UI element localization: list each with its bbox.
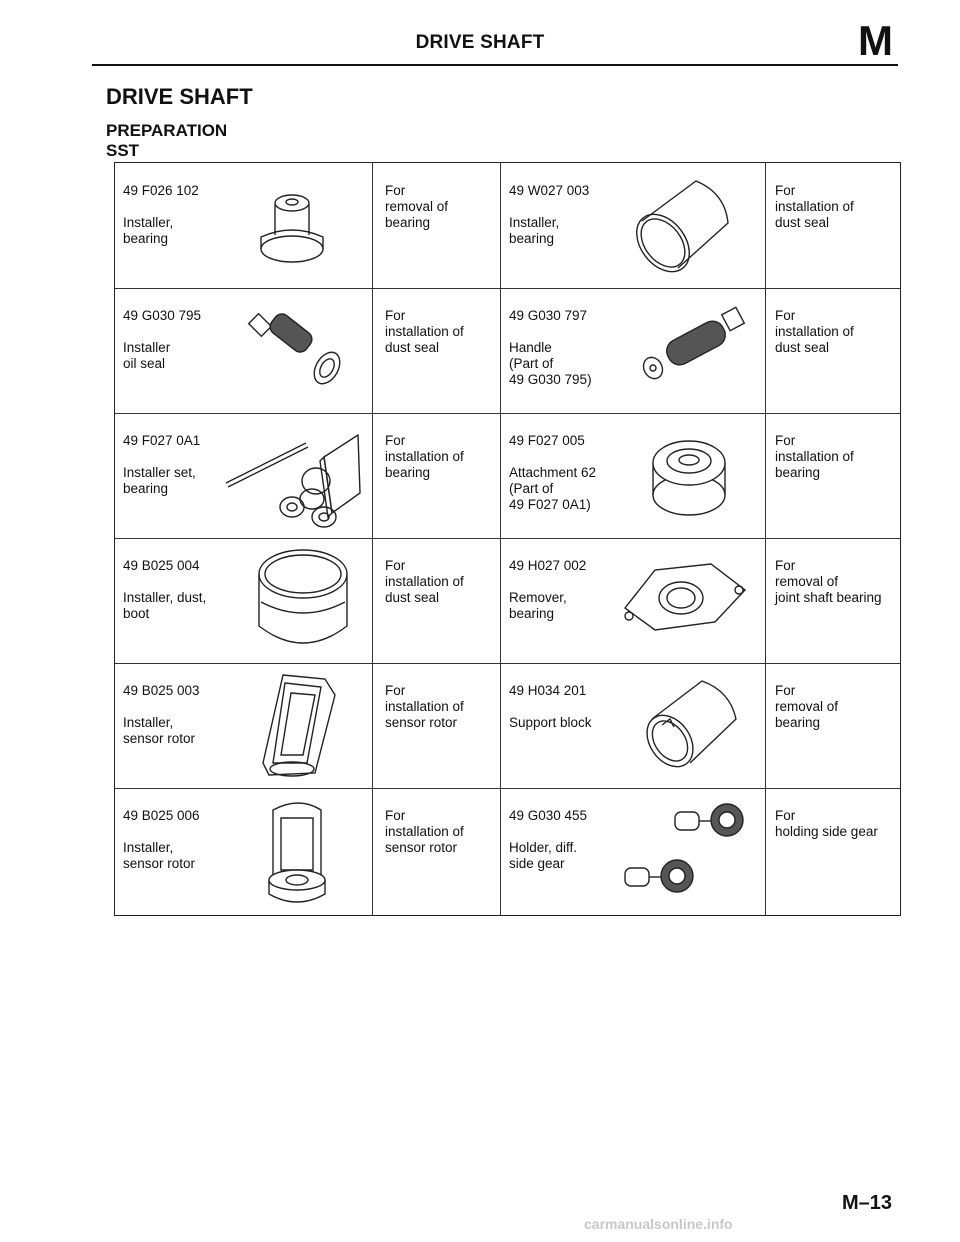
- tool-name-line: Installer,: [123, 840, 174, 855]
- table-row: [115, 788, 900, 913]
- tool-number: 49 B025 004: [123, 558, 200, 573]
- section-letter: M: [858, 17, 893, 64]
- use-cell: For installation of dust seal: [385, 558, 464, 605]
- tool-name-line: (Part of: [509, 356, 554, 371]
- tool-name-line: bearing: [509, 231, 555, 246]
- tool-name-line: boot: [123, 606, 150, 621]
- use-cell: For installation of bearing: [775, 433, 854, 480]
- tool-name-line: bearing: [123, 231, 169, 246]
- attachment-icon: [645, 429, 735, 525]
- tool-number: 49 G030 795: [123, 308, 202, 323]
- tool-name-line: bearing: [509, 606, 555, 621]
- table-row: [115, 413, 900, 539]
- tool-name-line: (Part of: [509, 481, 554, 496]
- use-cell: For removal of bearing: [775, 683, 839, 730]
- tool-cell: [123, 683, 200, 747]
- tool-name-line: Installer set,: [123, 465, 196, 480]
- sst-table: [114, 162, 901, 916]
- tool-cell: [123, 558, 206, 622]
- tool-name-line: Handle: [509, 340, 552, 355]
- use-cell: For installation of sensor rotor: [385, 808, 464, 855]
- tool-number: 49 H034 201: [509, 683, 587, 698]
- use-cell: For holding side gear: [775, 808, 878, 839]
- tool-cell: [509, 183, 589, 247]
- tool-number: 49 F026 102: [123, 183, 199, 198]
- tool-cell: [123, 433, 200, 497]
- use-cell: For installation of dust seal: [775, 183, 854, 230]
- use-cell: For installation of sensor rotor: [385, 683, 464, 730]
- table-row: [115, 663, 900, 789]
- installer-set-icon: [220, 421, 368, 533]
- use-cell: For installation of bearing: [385, 433, 464, 480]
- handle-icon: [635, 302, 760, 392]
- table-row: [115, 538, 900, 664]
- tool-name-line: Support block: [509, 715, 592, 730]
- tool-cell: [123, 308, 201, 372]
- side-gear-holder-icon: [615, 796, 755, 906]
- tool-number: 49 G030 797: [509, 308, 588, 323]
- section-title: DRIVE SHAFT: [106, 84, 253, 109]
- tool-name-line: bearing: [123, 481, 169, 496]
- tool-cell: [509, 308, 592, 388]
- sensor-rotor-installer-2-icon: [265, 800, 335, 908]
- tool-name-line: 49 G030 795): [509, 372, 592, 387]
- use-cell: For installation of dust seal: [775, 308, 854, 355]
- section-subsubtitle: SST: [106, 141, 140, 160]
- tool-name-line: 49 F027 0A1): [509, 497, 591, 512]
- tool-name-line: oil seal: [123, 356, 166, 371]
- use-cell: For removal of bearing: [385, 183, 449, 230]
- support-block-icon: [640, 673, 745, 777]
- section-subtitle: PREPARATION: [106, 121, 228, 140]
- table-row: [115, 163, 900, 289]
- use-cell: For installation of dust seal: [385, 308, 464, 355]
- tool-cell: [123, 808, 200, 872]
- tool-name-line: Installer: [123, 340, 171, 355]
- tool-name-line: sensor rotor: [123, 856, 196, 871]
- tool-name-line: Holder, diff.: [509, 840, 578, 855]
- tool-name-line: Installer,: [123, 215, 174, 230]
- tool-number: 49 F027 005: [509, 433, 585, 448]
- tool-name-line: Installer,: [123, 715, 174, 730]
- tool-cell: [509, 558, 586, 622]
- tool-cell: [509, 808, 587, 872]
- table-row: [115, 288, 900, 414]
- tool-cell: [123, 183, 199, 247]
- tool-number: 49 W027 003: [509, 183, 590, 198]
- tool-name-line: side gear: [509, 856, 565, 871]
- bearing-installer-icon: [255, 179, 345, 269]
- page-number: M–13: [842, 1192, 893, 1214]
- tool-name-line: Installer, dust,: [123, 590, 207, 605]
- tool-name-line: sensor rotor: [123, 731, 196, 746]
- sensor-rotor-installer-icon: [255, 671, 345, 783]
- use-cell: For removal of joint shaft bearing: [775, 558, 882, 605]
- tool-cell: [509, 433, 596, 513]
- tool-number: 49 B025 003: [123, 683, 200, 698]
- header-rule: [92, 64, 898, 66]
- boot-installer-icon: [253, 544, 353, 656]
- tool-number: 49 H027 002: [509, 558, 587, 573]
- header-title: DRIVE SHAFT: [415, 32, 545, 53]
- cylinder-installer-icon: [630, 173, 740, 283]
- tool-number: 49 G030 455: [509, 808, 588, 823]
- oil-seal-installer-icon: [245, 302, 355, 397]
- bearing-remover-icon: [615, 560, 750, 640]
- watermark: carmanualsonline.info: [584, 1216, 733, 1232]
- tool-name-line: Installer,: [509, 215, 560, 230]
- tool-cell: [509, 683, 592, 731]
- tool-number: 49 B025 006: [123, 808, 200, 823]
- tool-name-line: Attachment 62: [509, 465, 597, 480]
- tool-name-line: Remover,: [509, 590, 567, 605]
- tool-number: 49 F027 0A1: [123, 433, 201, 448]
